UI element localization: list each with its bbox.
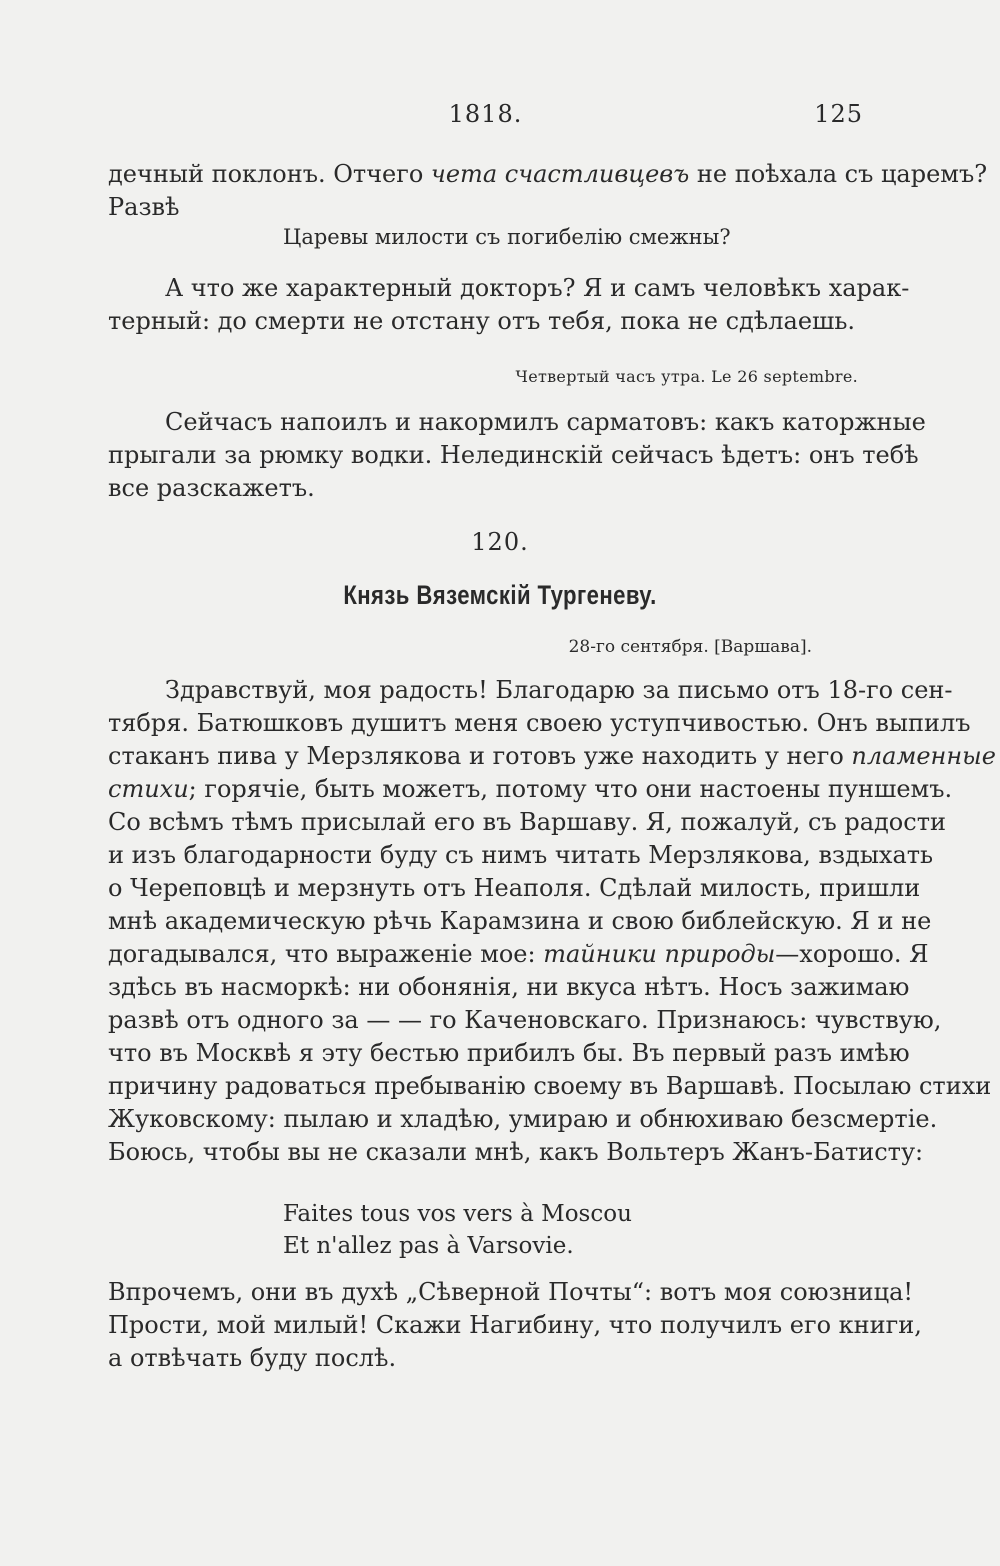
text-line: стаканъ пива у Мерзлякова и готовъ уже находить у него пламенные bbox=[108, 742, 996, 770]
text-line: Боюсь, чтобы вы не сказали мнѣ, какъ Вольтеръ Жанъ-Батисту: bbox=[108, 1138, 924, 1166]
text-line: Со всѣмъ тѣмъ присылай его въ Варшаву. Я, пожалуй, съ радости bbox=[108, 808, 946, 836]
running-header bbox=[108, 100, 863, 134]
verse-line: Et n'allez pas à Varsovie. bbox=[283, 1233, 574, 1259]
header-year: 1818. bbox=[448, 100, 523, 128]
text-line: Прости, мой милый! Скажи Нагибину, что получилъ его книги, bbox=[108, 1311, 922, 1339]
paragraph bbox=[108, 406, 926, 505]
text-line: мнѣ академическую рѣчь Карамзина и свою библейскую. Я и не bbox=[108, 907, 932, 935]
text-line: стихи; горячіе, быть можетъ, потому что они настоены пуншемъ. bbox=[108, 775, 953, 803]
time-dateline: Четвертый часъ утра. Le 26 septembre. bbox=[515, 367, 858, 386]
text-line: Впрочемъ, они въ духѣ „Сѣверной Почты“: вотъ моя союзница! bbox=[108, 1278, 914, 1306]
text-line: дечный поклонъ. Отчего чета счастливцевъ не поѣхала съ царемъ? bbox=[108, 160, 988, 188]
italic-phrase: пламенные bbox=[851, 742, 996, 770]
text-line: терный: до смерти не отстану отъ тебя, пока не сдѣлаешь. bbox=[108, 307, 856, 335]
text-line: развѣ отъ одного за — — го Каченовскаго. Признаюсь: чувствую, bbox=[108, 1006, 942, 1034]
french-verse bbox=[283, 1198, 632, 1262]
text-line: Развѣ bbox=[108, 193, 180, 221]
text-line: все разскажетъ. bbox=[108, 474, 315, 502]
text-line: Сейчасъ напоилъ и накормилъ сарматовъ: какъ каторжные bbox=[165, 408, 926, 436]
paragraph-continued bbox=[108, 158, 988, 224]
text-line: тября. Батюшковъ душитъ меня своею уступчивостью. Онъ выпилъ bbox=[108, 709, 971, 737]
text-line: и изъ благодарности буду съ нимъ читать Мерзлякова, вздыхать bbox=[108, 841, 934, 869]
verse-line: Faites tous vos vers à Moscou bbox=[283, 1201, 632, 1227]
paragraph bbox=[108, 272, 910, 338]
italic-phrase: чета счастливцевъ bbox=[430, 160, 690, 188]
text-line: А что же характерный докторъ? Я и самъ человѣкъ харак- bbox=[165, 274, 910, 302]
text-line: что въ Москвѣ я эту бестью прибилъ бы. Въ первый разъ имѣю bbox=[108, 1039, 910, 1067]
text-line: Здравствуй, моя радость! Благодарю за письмо отъ 18-го сен- bbox=[165, 676, 953, 704]
text-line: прыгали за рюмку водки. Нелединскій сейчасъ ѣдетъ: онъ тебѣ bbox=[108, 441, 919, 469]
page-number: 125 bbox=[814, 100, 863, 128]
letter-title: Князь Вяземскій Тургеневу. bbox=[343, 580, 657, 610]
text-line: причину радоваться пребыванію своему въ Варшавѣ. Посылаю стихи bbox=[108, 1072, 992, 1100]
italic-phrase: тайники природы bbox=[543, 940, 776, 968]
text-line: о Череповцѣ и мерзнуть отъ Неаполя. Сдѣлай милость, пришли bbox=[108, 874, 921, 902]
closing-paragraph bbox=[108, 1276, 922, 1375]
quoted-line: Царевы милости съ погибелію смежны? bbox=[283, 225, 731, 249]
letter-dateline: 28-го сентября. [Варшава]. bbox=[568, 637, 812, 657]
text-line: догадывался, что выраженіе мое: тайники природы—хорошо. Я bbox=[108, 940, 929, 968]
letter-number: 120. bbox=[471, 528, 529, 556]
letter-body bbox=[108, 674, 996, 1169]
text-line: Жуковскому: пылаю и хладѣю, умираю и обнюхиваю безсмертіе. bbox=[108, 1105, 938, 1133]
text-line: здѣсь въ насморкѣ: ни обонянія, ни вкуса нѣтъ. Носъ зажимаю bbox=[108, 973, 910, 1001]
italic-phrase: стихи bbox=[108, 775, 189, 803]
text-line: а отвѣчать буду послѣ. bbox=[108, 1344, 397, 1372]
